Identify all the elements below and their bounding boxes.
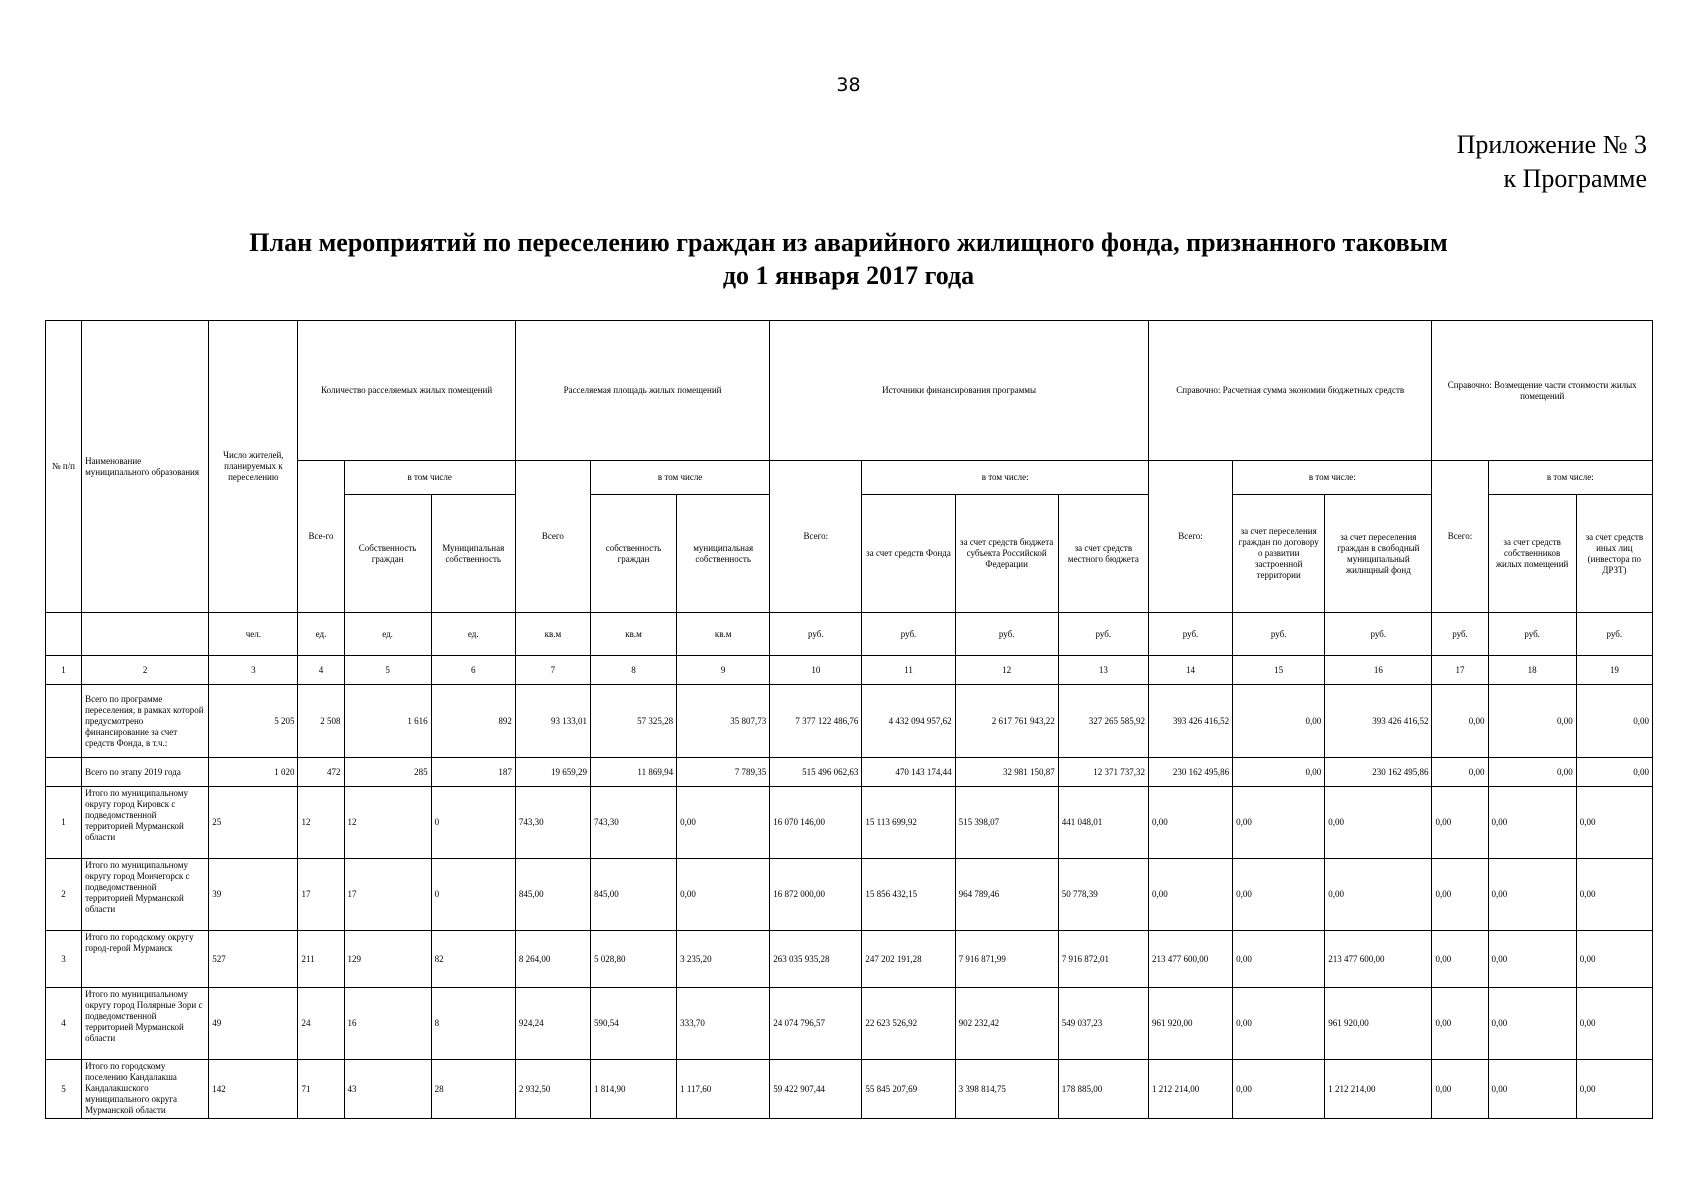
unit-cell: руб. [1488,613,1576,656]
unit-cell [82,613,209,656]
table-row [46,787,1653,859]
table-row [46,859,1653,931]
cell-value: 0,00 [1148,859,1232,931]
unit-cell [46,613,82,656]
cell-value: 24 [298,988,344,1060]
unit-cell: руб. [1432,613,1488,656]
unit-cell: руб. [1058,613,1148,656]
cell-value: 0,00 [1488,988,1576,1060]
cell-value: 142 [209,1060,298,1119]
column-number: 12 [955,656,1058,685]
cell-value: 3 398 814,75 [955,1060,1058,1119]
cell-value: 55 845 207,69 [862,1060,955,1119]
header-own-citizens: Собственность граждан [344,495,431,613]
row-num: 5 [46,1060,82,1119]
column-number: 2 [82,656,209,685]
column-number: 14 [1148,656,1232,685]
cell-value: 902 232,42 [955,988,1058,1060]
header-dev-contract: за счет переселения граждан по договору о развитии застроенной территории [1233,495,1325,613]
unit-cell: кв.м [515,613,590,656]
cell-value: 11 869,94 [590,758,676,787]
cell-value: 0,00 [1488,758,1576,787]
title-line-1: План мероприятий по переселению граждан из аварийного жилищного фонда, признанного таковым [249,228,1448,257]
column-number: 4 [298,656,344,685]
cell-value: 0,00 [1233,859,1325,931]
column-number: 10 [770,656,862,685]
cell-value: 230 162 495,86 [1148,758,1232,787]
header-area-group: Расселяемая площадь жилых помещений [515,321,769,461]
unit-cell: кв.м [590,613,676,656]
cell-value: 964 789,46 [955,859,1058,931]
cell-value: 17 [344,859,431,931]
cell-value: 2 932,50 [515,1060,590,1119]
header-economy-incl: в том числе: [1233,461,1432,495]
cell-value: 393 426 416,52 [1148,685,1232,758]
header-area-incl: в том числе [590,461,769,495]
cell-value: 961 920,00 [1148,988,1232,1060]
cell-value: 15 113 699,92 [862,787,955,859]
cell-value: 213 477 600,00 [1148,931,1232,988]
column-number: 5 [344,656,431,685]
column-number: 7 [515,656,590,685]
appendix-label [1457,128,1647,196]
cell-value: 0,00 [1325,859,1432,931]
cell-value: 5 028,80 [590,931,676,988]
row-name: Всего по этапу 2019 года [82,758,209,787]
cell-value: 0,00 [1432,685,1488,758]
unit-cell: руб. [955,613,1058,656]
cell-value: 845,00 [590,859,676,931]
cell-value: 0,00 [1576,787,1652,859]
cell-value: 7 916 872,01 [1058,931,1148,988]
cell-value: 8 264,00 [515,931,590,988]
unit-cell: руб. [1233,613,1325,656]
cell-value: 19 659,29 [515,758,590,787]
header-rooms-total: Все-го [298,461,344,613]
cell-value: 1 616 [344,685,431,758]
header-finance-total: Всего: [770,461,862,613]
cell-value: 590,54 [590,988,676,1060]
cell-value: 16 [344,988,431,1060]
cell-value: 82 [431,931,515,988]
row-name: Итого по муниципальному округу город Полярные Зори с подведомственной территорией Мурманской области [82,988,209,1060]
resettlement-plan-table [45,320,1653,1119]
cell-value: 32 981 150,87 [955,758,1058,787]
row-num: 3 [46,931,82,988]
header-rooms-group: Количество расселяемых жилых помещений [298,321,515,461]
cell-value: 2 617 761 943,22 [955,685,1058,758]
cell-value: 0,00 [1432,787,1488,859]
column-number: 9 [677,656,770,685]
cell-value: 892 [431,685,515,758]
row-num [46,685,82,758]
cell-value: 327 265 585,92 [1058,685,1148,758]
column-number: 16 [1325,656,1432,685]
column-number: 3 [209,656,298,685]
row-name: Итого по городскому округу город-герой Мурманск [82,931,209,988]
header-area-total: Всего [515,461,590,613]
table-row-stage-total [46,758,1653,787]
cell-value: 49 [209,988,298,1060]
column-number: 1 [46,656,82,685]
header-economy-total: Всего: [1148,461,1232,613]
cell-value: 12 [344,787,431,859]
header-subject-budget: за счет средств бюджета субъекта Российской Федерации [955,495,1058,613]
cell-value: 961 920,00 [1325,988,1432,1060]
cell-value: 1 212 214,00 [1148,1060,1232,1119]
cell-value: 549 037,23 [1058,988,1148,1060]
cell-value: 59 422 907,44 [770,1060,862,1119]
cell-value: 230 162 495,86 [1325,758,1432,787]
cell-value: 1 020 [209,758,298,787]
cell-value: 71 [298,1060,344,1119]
column-number: 8 [590,656,676,685]
unit-cell: руб. [862,613,955,656]
unit-cell: ед. [431,613,515,656]
cell-value: 0,00 [1576,988,1652,1060]
header-name: Наименование муниципального образования [82,321,209,613]
cell-value: 0,00 [1233,758,1325,787]
row-name: Всего по программе переселения, в рамках которой предусмотрено финансирование за счет средств Фонда, в т.ч.: [82,685,209,758]
cell-value: 1 212 214,00 [1325,1060,1432,1119]
row-name: Итого по муниципальному округу город Мончегорск с подведомственной территорией Мурманской области [82,859,209,931]
cell-value: 0,00 [1325,787,1432,859]
table-row [46,931,1653,988]
header-reimbursement-total: Всего: [1432,461,1488,613]
row-num: 2 [46,859,82,931]
row-name: Итого по муниципальному округу город Кировск с подведомственной территорией Мурманской области [82,787,209,859]
header-owners-funds: за счет средств собственников жилых помещений [1488,495,1576,613]
header-residents: Число жителей, планируемых к переселению [209,321,298,613]
cell-value: 0,00 [1432,859,1488,931]
unit-cell: ед. [344,613,431,656]
cell-value: 39 [209,859,298,931]
header-municipal-own: Муниципальная собственность [431,495,515,613]
row-name: Итого по городскому поселению Кандалакша Кандалакшского муниципального округа Мурманской области [82,1060,209,1119]
header-fund: за счет средств Фонда [862,495,955,613]
cell-value: 0,00 [1233,685,1325,758]
header-economy-group: Справочно: Расчетная сумма экономии бюджетных средств [1148,321,1432,461]
cell-value: 0,00 [1432,1060,1488,1119]
cell-value: 12 371 737,32 [1058,758,1148,787]
cell-value: 8 [431,988,515,1060]
cell-value: 263 035 935,28 [770,931,862,988]
cell-value: 43 [344,1060,431,1119]
cell-value: 7 377 122 486,76 [770,685,862,758]
cell-value: 515 398,07 [955,787,1058,859]
cell-value: 57 325,28 [590,685,676,758]
cell-value: 0 [431,787,515,859]
column-number: 11 [862,656,955,685]
header-reimbursement-group: Справочно: Возмещение части стоимости жилых помещений [1432,321,1653,461]
row-num: 4 [46,988,82,1060]
unit-cell: кв.м [677,613,770,656]
cell-value: 527 [209,931,298,988]
cell-value: 2 508 [298,685,344,758]
cell-value: 0,00 [1233,931,1325,988]
unit-cell: руб. [1576,613,1652,656]
cell-value: 0,00 [1576,758,1652,787]
unit-cell: руб. [770,613,862,656]
cell-value: 0,00 [1488,931,1576,988]
column-number: 15 [1233,656,1325,685]
cell-value: 1 117,60 [677,1060,770,1119]
cell-value: 50 778,39 [1058,859,1148,931]
column-number: 19 [1576,656,1652,685]
column-number: 13 [1058,656,1148,685]
column-number: 18 [1488,656,1576,685]
cell-value: 441 048,01 [1058,787,1148,859]
header-reimbursement-incl: в том числе: [1488,461,1652,495]
cell-value: 0,00 [1233,1060,1325,1119]
cell-value: 743,30 [590,787,676,859]
cell-value: 17 [298,859,344,931]
cell-value: 22 623 526,92 [862,988,955,1060]
cell-value: 12 [298,787,344,859]
cell-value: 0,00 [677,859,770,931]
cell-value: 0,00 [1488,787,1576,859]
column-number: 6 [431,656,515,685]
cell-value: 743,30 [515,787,590,859]
cell-value: 0,00 [1488,859,1576,931]
cell-value: 0,00 [1233,787,1325,859]
units-row [46,613,1653,656]
cell-value: 211 [298,931,344,988]
header-num: № п/п [46,321,82,613]
cell-value: 15 856 432,15 [862,859,955,931]
cell-value: 0,00 [1576,1060,1652,1119]
cell-value: 0,00 [1488,685,1576,758]
cell-value: 285 [344,758,431,787]
unit-cell: чел. [209,613,298,656]
cell-value: 393 426 416,52 [1325,685,1432,758]
row-num: 1 [46,787,82,859]
cell-value: 0,00 [677,787,770,859]
table-row-program-total [46,685,1653,758]
cell-value: 515 496 062,63 [770,758,862,787]
cell-value: 187 [431,758,515,787]
cell-value: 0 [431,859,515,931]
cell-value: 247 202 191,28 [862,931,955,988]
cell-value: 0,00 [1576,685,1652,758]
cell-value: 0,00 [1488,1060,1576,1119]
cell-value: 0,00 [1432,931,1488,988]
header-local-budget: за счет средств местного бюджета [1058,495,1148,613]
cell-value: 0,00 [1576,859,1652,931]
title-line-2: до 1 января 2017 года [722,261,975,290]
table-row [46,988,1653,1060]
cell-value: 924,24 [515,988,590,1060]
unit-cell: ед. [298,613,344,656]
appendix-line-1: Приложение № 3 [1456,130,1647,159]
header-area-municipal-own: муниципальная собственность [677,495,770,613]
cell-value: 28 [431,1060,515,1119]
header-finance-incl: в том числе: [862,461,1149,495]
cell-value: 16 872 000,00 [770,859,862,931]
cell-value: 129 [344,931,431,988]
header-rooms-incl: в том числе [344,461,515,495]
header-area-own-citizens: собственность граждан [590,495,676,613]
cell-value: 1 814,90 [590,1060,676,1119]
header-free-fund: за счет переселения граждан в свободный муниципальный жилищный фонд [1325,495,1432,613]
document-title [0,226,1697,292]
cell-value: 333,70 [677,988,770,1060]
cell-value: 25 [209,787,298,859]
row-num [46,758,82,787]
cell-value: 0,00 [1148,787,1232,859]
cell-value: 178 885,00 [1058,1060,1148,1119]
unit-cell: руб. [1148,613,1232,656]
cell-value: 24 074 796,57 [770,988,862,1060]
appendix-line-2: к Программе [1503,164,1647,193]
unit-cell: руб. [1325,613,1432,656]
cell-value: 213 477 600,00 [1325,931,1432,988]
column-numbers-row [46,656,1653,685]
cell-value: 35 807,73 [677,685,770,758]
cell-value: 3 235,20 [677,931,770,988]
page-number: 38 [836,74,861,96]
cell-value: 16 070 146,00 [770,787,862,859]
cell-value: 7 916 871,99 [955,931,1058,988]
cell-value: 470 143 174,44 [862,758,955,787]
cell-value: 0,00 [1432,758,1488,787]
cell-value: 93 133,01 [515,685,590,758]
column-number: 17 [1432,656,1488,685]
cell-value: 4 432 094 957,62 [862,685,955,758]
cell-value: 7 789,35 [677,758,770,787]
cell-value: 5 205 [209,685,298,758]
cell-value: 0,00 [1233,988,1325,1060]
header-other-persons: за счет средств иных лиц (инвестора по ДРЗТ) [1576,495,1652,613]
cell-value: 0,00 [1576,931,1652,988]
header-finance-group: Источники финансирования программы [770,321,1149,461]
table-row [46,1060,1653,1119]
cell-value: 0,00 [1432,988,1488,1060]
cell-value: 472 [298,758,344,787]
cell-value: 845,00 [515,859,590,931]
